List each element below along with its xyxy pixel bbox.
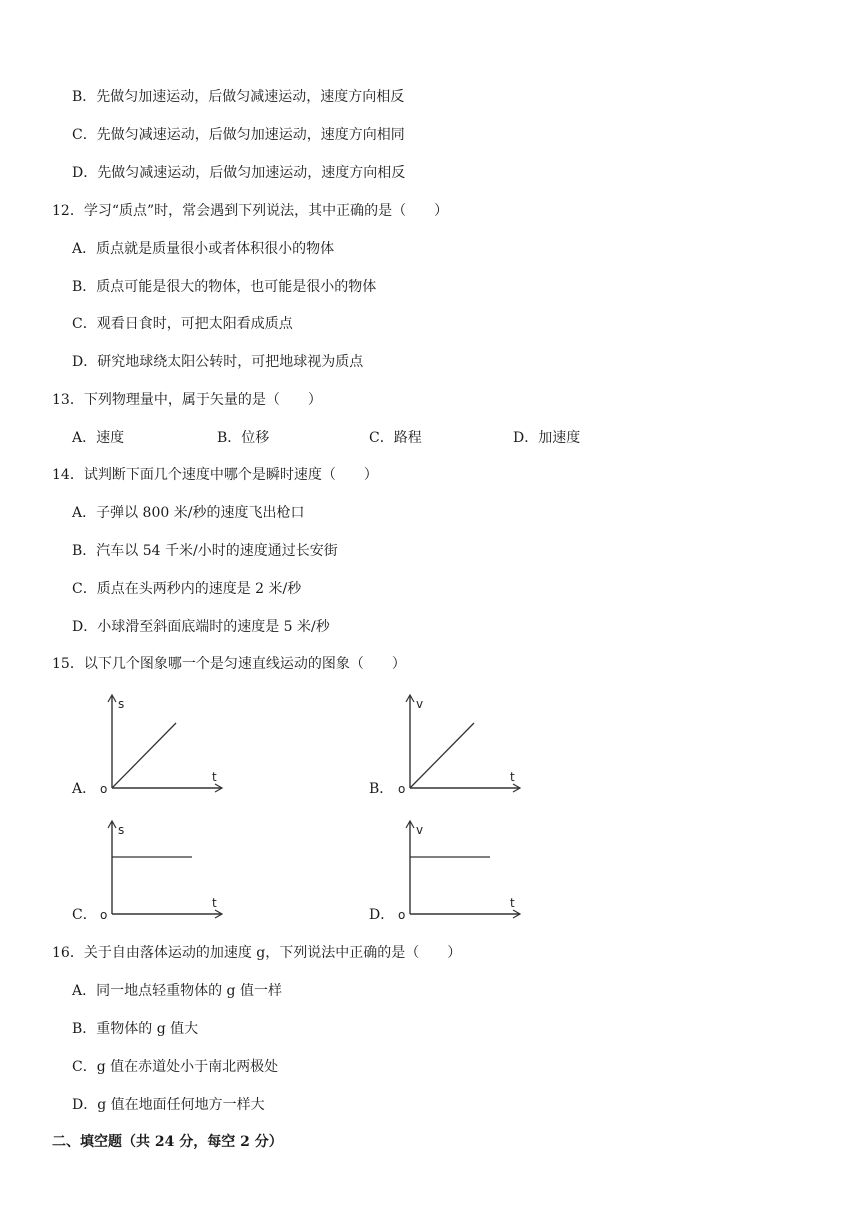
- q15-graph-b: [396, 692, 526, 797]
- q13-option-c: C．路程: [369, 430, 422, 446]
- q12-option-b: B．质点可能是很大的物体，也可能是很小的物体: [72, 279, 377, 295]
- q14-option-b: B．汽车以 54 千米/小时的速度通过长安街: [72, 543, 338, 559]
- q16-option-b: B．重物体的 g 值大: [72, 1021, 199, 1037]
- q14-option-a: A．子弹以 800 米/秒的速度飞出枪口: [72, 505, 305, 521]
- question-14: 14．试判断下面几个速度中哪个是瞬时速度（ ）: [52, 467, 378, 483]
- y-axis-label: v: [416, 823, 424, 837]
- graph-line-diagonal: [410, 723, 474, 788]
- q16-option-a: A．同一地点轻重物体的 g 值一样: [72, 983, 282, 999]
- origin-label: o: [398, 908, 406, 922]
- q12-option-c: C．观看日食时，可把太阳看成质点: [72, 316, 293, 332]
- x-axis-label: t: [212, 896, 217, 910]
- q11-option-d: D．先做匀减速运动，后做匀加速运动，速度方向相反: [72, 165, 406, 181]
- origin-label: o: [398, 782, 406, 796]
- q15-graph-d: [396, 818, 526, 923]
- question-16: 16．关于自由落体运动的加速度 g，下列说法中正确的是（ ）: [52, 945, 462, 961]
- q15-graph-a: [98, 692, 228, 797]
- q12-option-d: D．研究地球绕太阳公转时，可把地球视为质点: [72, 354, 364, 370]
- q13-option-d: D．加速度: [513, 430, 581, 446]
- q15-option-a-label: A．: [72, 781, 97, 797]
- q15-option-b-label: B．: [369, 781, 394, 797]
- question-13: 13．下列物理量中，属于矢量的是（ ）: [52, 392, 322, 408]
- x-axis-label: t: [212, 770, 217, 784]
- x-axis-label: t: [510, 770, 515, 784]
- q16-option-c: C．g 值在赤道处小于南北两极处: [72, 1059, 279, 1075]
- question-15: 15．以下几个图象哪一个是匀速直线运动的图象（ ）: [52, 656, 406, 672]
- section-2-heading: 二、填空题（共 24 分，每空 2 分）: [52, 1134, 283, 1150]
- q15-option-d-label: D．: [369, 907, 395, 923]
- q11-option-b: B．先做匀加速运动，后做匀减速运动，速度方向相反: [72, 89, 405, 105]
- origin-label: o: [100, 782, 108, 796]
- q16-option-d: D．g 值在地面任何地方一样大: [72, 1097, 265, 1113]
- y-axis-label: s: [118, 697, 125, 711]
- origin-label: o: [100, 908, 108, 922]
- q12-option-a: A．质点就是质量很小或者体积很小的物体: [72, 241, 335, 257]
- q15-graph-c: [98, 818, 228, 923]
- q13-option-b: B．位移: [217, 430, 270, 446]
- q13-option-a: A．速度: [72, 430, 125, 446]
- y-axis-label: v: [416, 697, 424, 711]
- q15-option-c-label: C．: [72, 907, 97, 923]
- q11-option-c: C．先做匀减速运动，后做匀加速运动，速度方向相同: [72, 127, 405, 143]
- q14-option-d: D．小球滑至斜面底端时的速度是 5 米/秒: [72, 619, 330, 635]
- q14-option-c: C．质点在头两秒内的速度是 2 米/秒: [72, 581, 302, 597]
- y-axis-label: s: [118, 823, 125, 837]
- x-axis-label: t: [510, 896, 515, 910]
- graph-line-diagonal: [112, 723, 176, 788]
- question-12: 12．学习“质点”时，常会遇到下列说法，其中正确的是（ ）: [52, 203, 449, 219]
